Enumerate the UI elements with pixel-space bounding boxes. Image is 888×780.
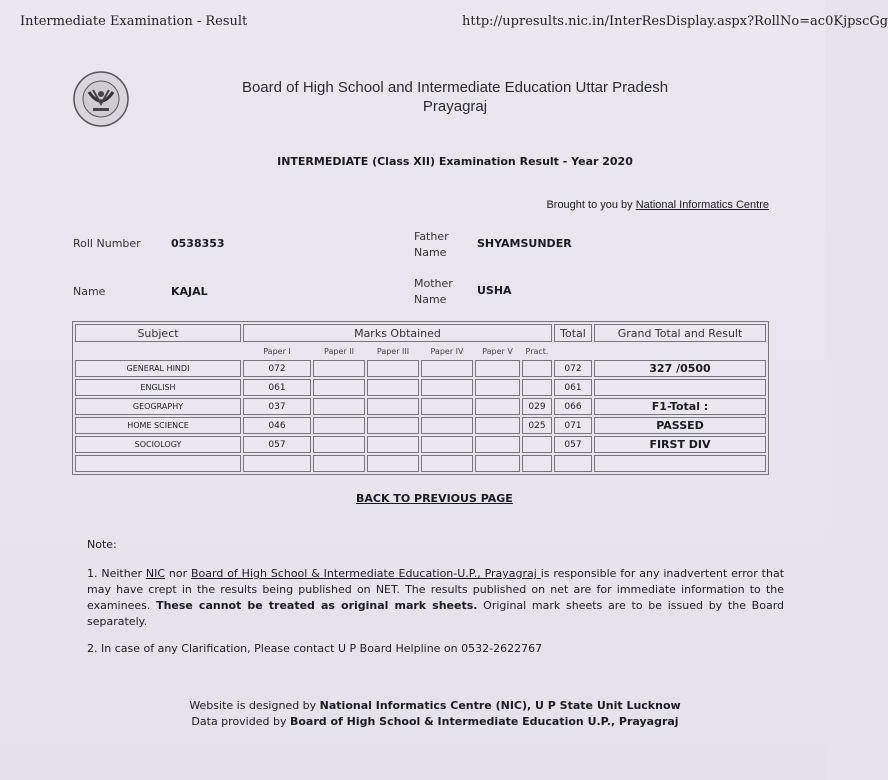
paper-5-cell — [475, 398, 520, 415]
subject-cell: HOME SCIENCE — [75, 417, 241, 434]
practical-cell — [522, 455, 552, 472]
brought-by-prefix: Brought to you by — [546, 199, 636, 211]
footer-line2-provider: Board of High School & Intermediate Education U.P., Prayagraj — [289, 715, 679, 728]
paper-1-cell: 072 — [243, 360, 311, 377]
father-label-line2: Name — [414, 246, 447, 259]
subject-cell — [75, 455, 241, 472]
paper-3-cell — [367, 436, 419, 453]
table-row — [75, 436, 766, 453]
exam-title: INTERMEDIATE (Class XII) Examination Result - Year 2020 — [277, 155, 633, 168]
note-1 — [87, 566, 784, 630]
paper-3-cell — [367, 398, 419, 415]
practical-cell — [522, 360, 552, 377]
marks-table — [72, 321, 769, 475]
result-cell: F1-Total : — [594, 398, 766, 415]
subheader-blank — [554, 344, 592, 358]
paper-3-cell — [367, 455, 419, 472]
paper-5-cell — [475, 417, 520, 434]
mother-name-value: USHA — [477, 284, 512, 297]
practical-cell — [522, 436, 552, 453]
mother-name-label — [414, 276, 453, 308]
practical-cell: 029 — [522, 398, 552, 415]
header-grand-total: Grand Total and Result — [594, 324, 766, 342]
board-title-line2: Prayagraj — [422, 98, 488, 115]
note-2: 2. In case of any Clarification, Please contact U P Board Helpline on 0532-2622767 — [87, 642, 543, 655]
result-cell — [594, 379, 766, 396]
print-header — [20, 14, 888, 34]
footer-line2-prefix: Data provided by — [191, 715, 290, 728]
subheader-practical: Pract. — [525, 346, 549, 356]
paper-1-cell: 037 — [243, 398, 311, 415]
paper-2-cell — [313, 417, 365, 434]
father-name-label — [414, 229, 449, 261]
paper-1-cell: 057 — [243, 436, 311, 453]
note-heading: Note: — [87, 538, 117, 551]
roll-number-label: Roll Number — [73, 237, 141, 250]
paper-4-cell — [421, 417, 473, 434]
note-1-text-d: Original mark sheets are to be issued by the Board separately. — [87, 599, 785, 628]
subheader-paper-1: Paper I — [263, 346, 291, 356]
mother-label-line1: Mother — [414, 277, 453, 290]
total-cell: 071 — [554, 417, 592, 434]
practical-cell — [522, 379, 552, 396]
subject-cell: GENERAL HINDI — [75, 360, 241, 377]
practical-cell: 025 — [522, 417, 552, 434]
footer-line1 — [140, 698, 730, 714]
note-1-text-a: 1. Neither — [87, 567, 146, 580]
print-title: Intermediate Examination - Result — [20, 14, 248, 29]
note-1-board: Board of High School & Intermediate Education-U.P., Prayagraj — [191, 567, 541, 580]
result-cell — [594, 455, 766, 472]
name-label: Name — [73, 285, 106, 298]
board-title — [160, 78, 750, 116]
total-cell: 057 — [554, 436, 592, 453]
paper-4-cell — [421, 398, 473, 415]
note-1-text-b: nor — [165, 567, 191, 580]
back-to-previous-page-link[interactable]: BACK TO PREVIOUS PAGE — [356, 492, 513, 505]
total-cell: 061 — [554, 379, 592, 396]
header-marks-obtained: Marks Obtained — [243, 324, 552, 342]
nic-link[interactable]: National Informatics Centre — [635, 199, 769, 211]
subheader-paper-5: Paper V — [482, 346, 513, 356]
name-value: KAJAL — [171, 285, 208, 298]
table-row — [75, 455, 766, 472]
paper-1-cell: 046 — [243, 417, 311, 434]
paper-1-cell: 061 — [243, 379, 311, 396]
result-cell: FIRST DIV — [594, 436, 766, 453]
total-cell: 072 — [554, 360, 592, 377]
paper-4-cell — [421, 455, 473, 472]
paper-3-cell — [367, 417, 419, 434]
subject-cell: GEOGRAPHY — [75, 398, 241, 415]
paper-5-cell — [475, 455, 520, 472]
mother-label-line2: Name — [414, 293, 447, 306]
footer — [140, 698, 730, 730]
print-url: http://upresults.nic.in/InterResDisplay.aspx?RollNo=ac0KjpscGg — [462, 14, 888, 29]
paper-4-cell — [421, 360, 473, 377]
board-logo-icon — [71, 70, 131, 128]
header-total: Total — [554, 324, 592, 342]
table-row — [75, 398, 766, 415]
paper-4-cell — [421, 379, 473, 396]
result-cell: PASSED — [594, 417, 766, 434]
subheader-paper-2: Paper II — [324, 346, 354, 356]
paper-5-cell — [475, 436, 520, 453]
footer-line2 — [140, 714, 730, 730]
paper-2-cell — [313, 436, 365, 453]
father-name-value: SHYAMSUNDER — [477, 237, 572, 250]
paper-3-cell — [367, 379, 419, 396]
paper-5-cell — [475, 379, 520, 396]
paper-4-cell — [421, 436, 473, 453]
father-label-line1: Father — [414, 230, 449, 243]
header-subject: Subject — [75, 324, 241, 342]
subheader-paper-4: Paper IV — [430, 346, 464, 356]
note-1-text-c: is responsible for any inadvertent error that may have crept in the results being published on NET. The results published on net are for immediate information to the examinees. — [87, 567, 785, 612]
note-1-warning: These cannot be treated as original mark sheets. — [156, 599, 478, 612]
subheader-paper-3: Paper III — [376, 346, 410, 356]
roll-number-value: 0538353 — [171, 237, 225, 250]
result-cell: 327 /0500 — [594, 360, 766, 377]
paper-2-cell — [313, 379, 365, 396]
brought-by — [546, 199, 769, 211]
paper-2-cell — [313, 455, 365, 472]
subject-cell: ENGLISH — [75, 379, 241, 396]
table-row — [75, 360, 766, 377]
paper-2-cell — [313, 360, 365, 377]
paper-2-cell — [313, 398, 365, 415]
board-title-line1: Board of High School and Intermediate Education Uttar Pradesh — [241, 79, 669, 96]
subject-cell: SOCIOLOGY — [75, 436, 241, 453]
paper-1-cell — [243, 455, 311, 472]
subheader-blank — [75, 344, 241, 358]
subheader-blank — [594, 344, 766, 358]
footer-line1-designer: National Informatics Centre (NIC), U P State Unit Lucknow — [319, 699, 681, 712]
table-row — [75, 379, 766, 396]
total-cell: 066 — [554, 398, 592, 415]
paper-5-cell — [475, 360, 520, 377]
note-1-nic: NIC — [145, 567, 166, 580]
paper-3-cell — [367, 360, 419, 377]
footer-line1-prefix: Website is designed by — [189, 699, 320, 712]
table-row — [75, 417, 766, 434]
total-cell — [554, 455, 592, 472]
